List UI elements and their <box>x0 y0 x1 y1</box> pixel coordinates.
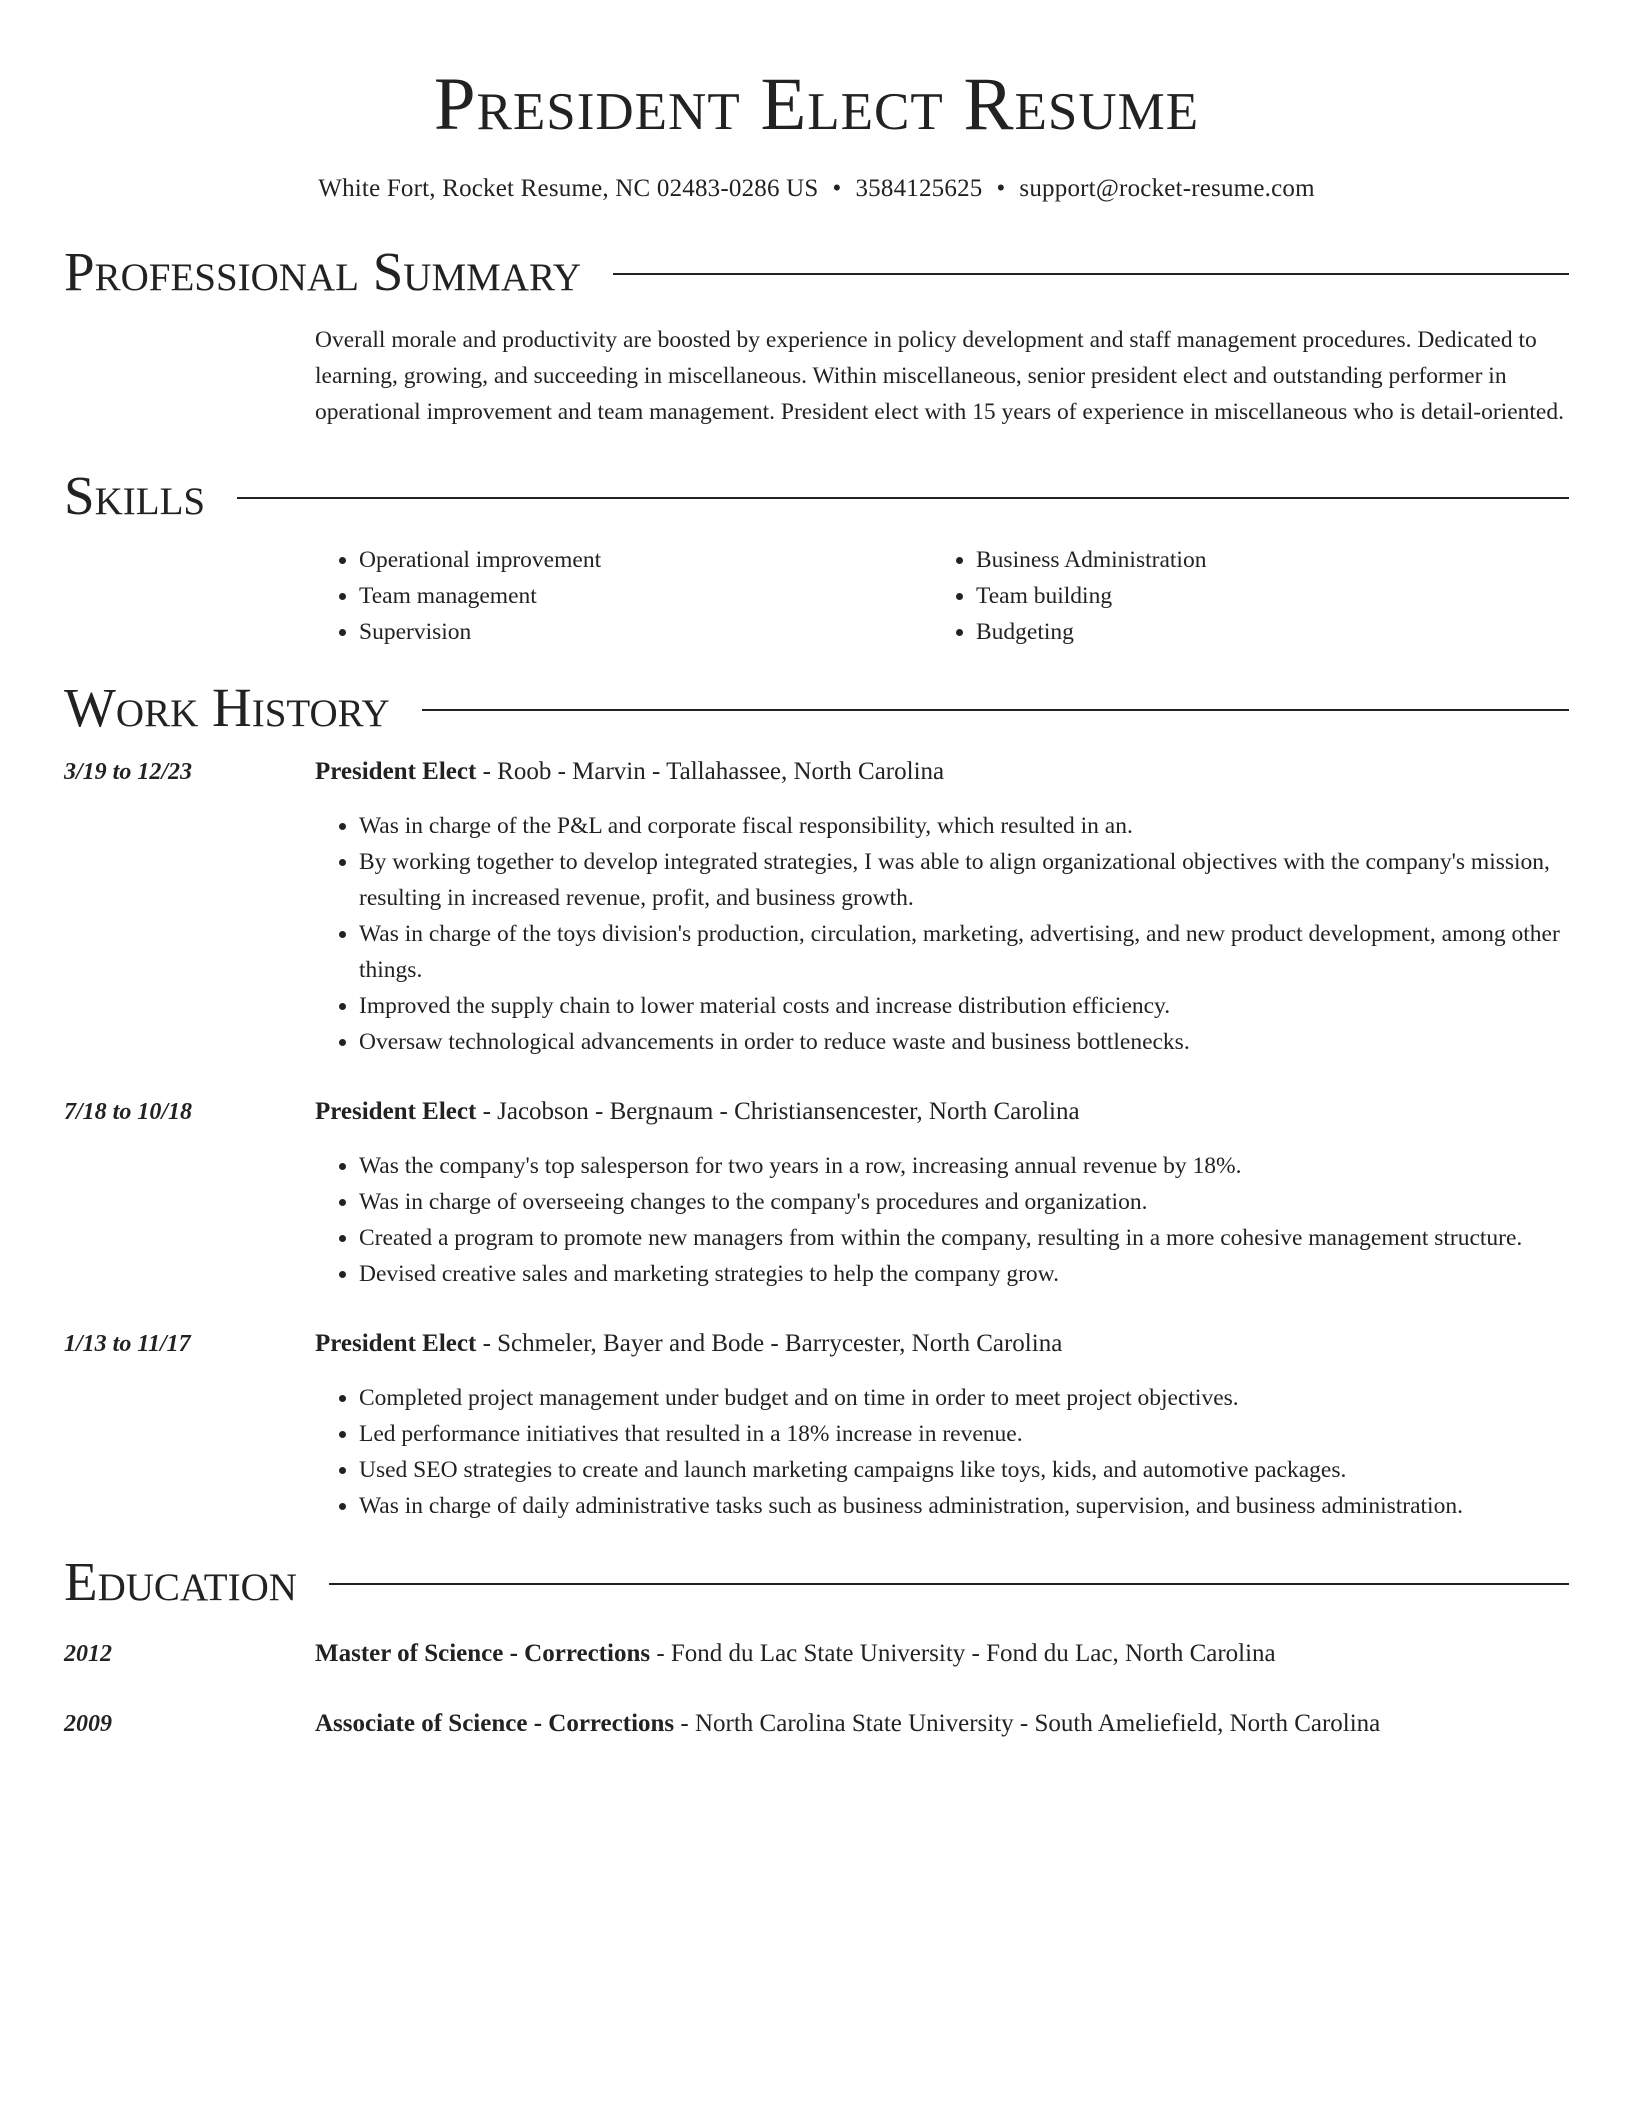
separator-dot: • <box>832 175 842 202</box>
job-dates: 7/18 to 10/18 <box>64 1099 193 1125</box>
resume-page <box>64 0 1569 1742</box>
address: White Fort, Rocket Resume, NC 02483-0286 US <box>318 175 819 202</box>
education-entry <box>64 1706 1569 1742</box>
job-details: - Schmeler, Bayer and Bode - Barrycester, North Carolina <box>476 1330 1063 1357</box>
job-bullet: • Used SEO strategies to create and launch marketing campaigns like toys, kids, and automotive packages. <box>359 1452 1569 1488</box>
education-line <box>315 1706 1380 1742</box>
job-bullet: • Was in charge of overseeing changes to the company's procedures and organization. <box>359 1184 1569 1220</box>
job-title-line <box>315 1094 1569 1130</box>
skill-item: • Business Administration <box>976 542 1549 578</box>
job-bullets <box>315 808 1569 1060</box>
skill-item: • Supervision <box>359 614 932 650</box>
job-body <box>315 1326 1569 1524</box>
summary-section-header <box>64 240 1569 304</box>
job-body <box>315 754 1569 1060</box>
section-divider <box>237 497 1569 499</box>
job-bullet: • Created a program to promote new managers from within the company, resulting in a more cohesive management structure. <box>359 1220 1569 1256</box>
work-heading: Work History <box>64 677 390 738</box>
skill-item: • Operational improvement <box>359 542 932 578</box>
skill-item: • Team building <box>976 578 1549 614</box>
job-role: President Elect <box>315 1330 477 1357</box>
job-role: President Elect <box>315 1098 477 1125</box>
separator-dot: • <box>996 175 1006 202</box>
job-bullet: • Improved the supply chain to lower material costs and increase distribution efficiency. <box>359 988 1569 1024</box>
skills-list <box>315 542 1569 650</box>
summary-text: Overall morale and productivity are boosted by experience in policy development and staff management procedures. Dedicated to learning, growing, and succeeding in miscellaneous. Within miscellaneous, senior president elect and outstanding performer in operational improvement and team management. President elect with 15 years of experience in miscellaneous who is detail-oriented. <box>315 327 1564 425</box>
job-bullet: • Was the company's top salesperson for two years in a row, increasing annual revenue by 18%. <box>359 1148 1569 1184</box>
education-year: 2012 <box>64 1641 112 1667</box>
section-divider <box>329 1583 1569 1585</box>
job-entry <box>64 1326 1569 1524</box>
education-details: - North Carolina State University - South Ameliefield, North Carolina <box>674 1710 1381 1737</box>
skills-section-header <box>64 464 1569 528</box>
education-heading: Education <box>64 1551 297 1612</box>
job-title-line <box>315 754 1569 790</box>
skills-heading: Skills <box>64 465 206 526</box>
job-bullet: • Oversaw technological advancements in order to reduce waste and business bottlenecks. <box>359 1024 1569 1060</box>
education-entry <box>64 1636 1569 1672</box>
resume-title: President Elect Resume <box>433 63 1200 146</box>
summary-heading: Professional Summary <box>64 241 582 302</box>
work-section-header <box>64 676 1569 740</box>
section-divider <box>613 273 1569 275</box>
job-bullet: • Was in charge of the P&L and corporate fiscal responsibility, which resulted in an. <box>359 808 1569 844</box>
phone: 3584125625 <box>855 175 983 202</box>
education-line <box>315 1636 1276 1672</box>
job-bullet: • Was in charge of the toys division's production, circulation, marketing, advertising, and new product development, among other things. <box>359 916 1569 988</box>
job-bullet: • Devised creative sales and marketing strategies to help the company grow. <box>359 1256 1569 1292</box>
education-year: 2009 <box>64 1711 112 1737</box>
job-bullets <box>315 1148 1569 1292</box>
job-bullets <box>315 1380 1569 1524</box>
job-body <box>315 1094 1569 1292</box>
email: support@rocket-resume.com <box>1019 175 1315 202</box>
contact-line <box>64 172 1569 206</box>
education-section-header <box>64 1550 1569 1614</box>
skill-item: • Team management <box>359 578 932 614</box>
skill-item: • Budgeting <box>976 614 1549 650</box>
job-details: - Roob - Marvin - Tallahassee, North Carolina <box>476 758 945 785</box>
job-bullet: • Led performance initiatives that resulted in a 18% increase in revenue. <box>359 1416 1569 1452</box>
job-entry <box>64 1094 1569 1292</box>
job-bullet: • Completed project management under budget and on time in order to meet project objectives. <box>359 1380 1569 1416</box>
education-degree: Master of Science - Corrections <box>315 1640 651 1667</box>
education-details: - Fond du Lac State University - Fond du Lac, North Carolina <box>650 1640 1276 1667</box>
section-divider <box>422 709 1569 711</box>
job-role: President Elect <box>315 758 477 785</box>
job-dates: 3/19 to 12/23 <box>64 759 193 785</box>
skills-column-left <box>315 542 932 650</box>
skills-column-right <box>932 542 1549 650</box>
job-bullet: • Was in charge of daily administrative tasks such as business administration, supervision, and business administration. <box>359 1488 1569 1524</box>
job-dates: 1/13 to 11/17 <box>64 1331 191 1357</box>
education-degree: Associate of Science - Corrections <box>315 1710 675 1737</box>
job-bullet: • By working together to develop integrated strategies, I was able to align organizational objectives with the company's mission, resulting in increased revenue, profit, and business growth. <box>359 844 1569 916</box>
job-entry <box>64 754 1569 1060</box>
job-title-line <box>315 1326 1569 1362</box>
job-details: - Jacobson - Bergnaum - Christiansencester, North Carolina <box>476 1098 1080 1125</box>
